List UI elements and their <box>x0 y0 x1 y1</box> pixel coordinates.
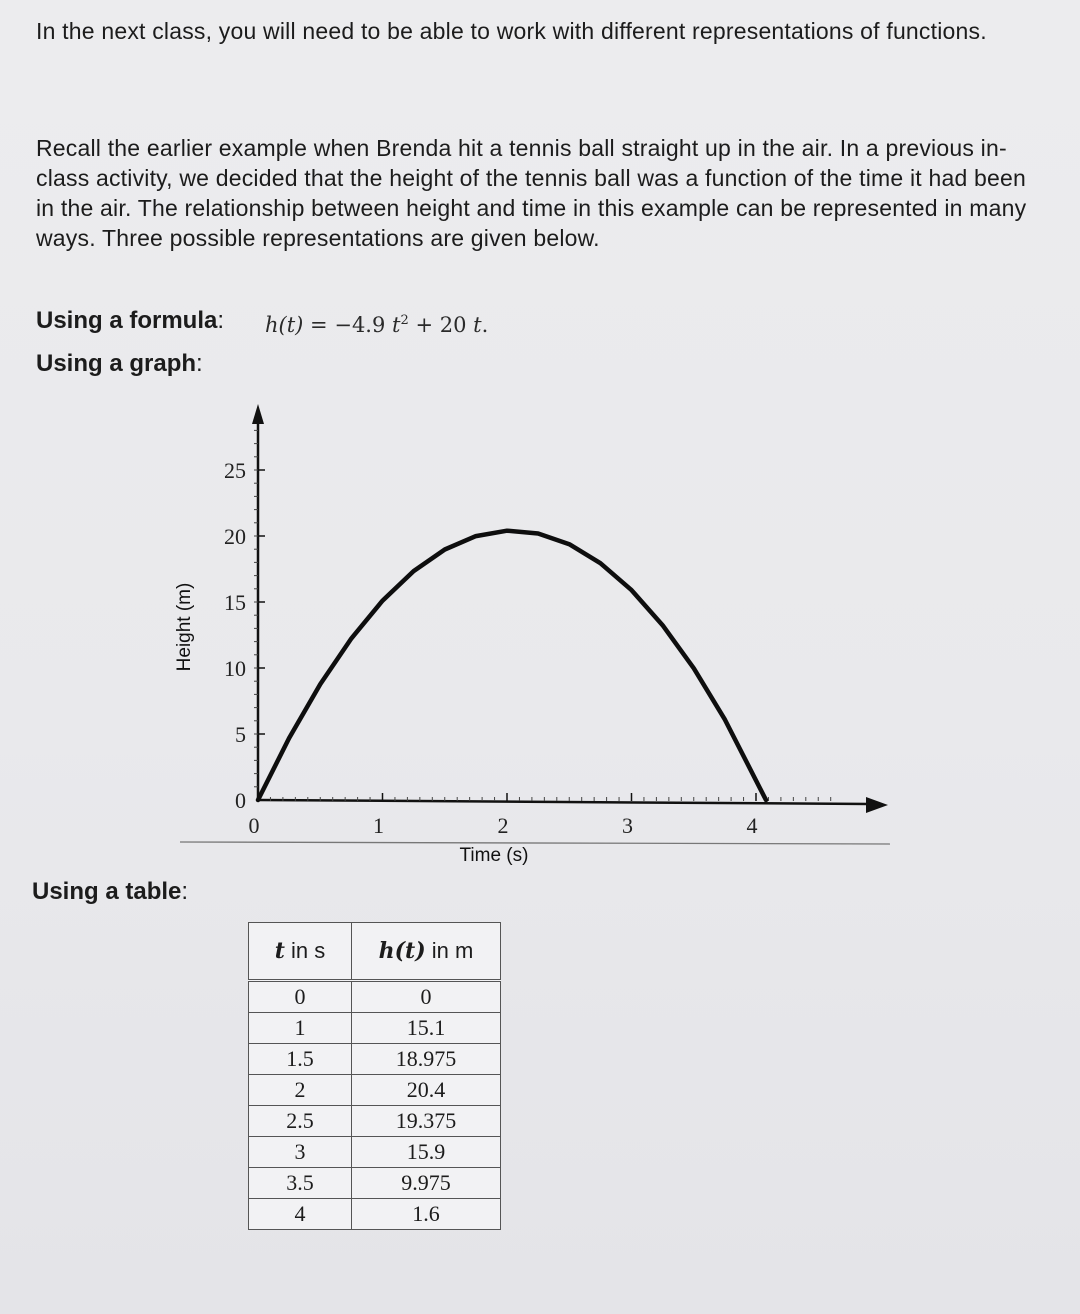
chart-marks <box>224 458 766 838</box>
x-tick-label: 1 <box>373 813 384 838</box>
cell-t: 0 <box>249 981 352 1013</box>
cell-t: 1 <box>249 1013 352 1044</box>
y-tick-label: 0 <box>235 788 246 813</box>
intro-paragraph: In the next class, you will need to be able to work with different representations of functions. <box>36 18 987 44</box>
x-tick-label: 2 <box>497 813 509 838</box>
table-label-colon: : <box>181 878 189 905</box>
cell-t: 2 <box>249 1075 352 1106</box>
formula-equals: = <box>310 313 328 337</box>
y-axis-arrow <box>252 404 264 424</box>
cell-t: 3 <box>249 1137 352 1168</box>
header-t <box>249 923 352 981</box>
formula-expression <box>265 313 488 337</box>
formula-var-t-2: t <box>473 313 482 337</box>
formula-label-text: Using a formula <box>36 307 218 334</box>
cell-h: 0 <box>352 981 501 1013</box>
cell-t: 2.5 <box>249 1106 352 1137</box>
table-row <box>249 1044 501 1075</box>
graph-label-text: Using a graph <box>36 350 197 377</box>
cell-h: 19.375 <box>352 1106 501 1137</box>
formula-coef: −4.9 <box>334 313 386 337</box>
x-tick-label: 0 <box>248 813 260 838</box>
cell-h: 9.975 <box>352 1168 501 1199</box>
table-row <box>249 1168 501 1199</box>
cell-h: 18.975 <box>352 1044 501 1075</box>
baseline-rule <box>180 842 890 844</box>
x-axis-line <box>258 800 870 804</box>
recall-paragraph: Recall the earlier example when Brenda hit a tennis ball straight up in the air. In a previous in-class activity, we decided that the height of the tennis ball was a function of the time it had been in the air. The relationship between height and time in this example can be represented in many ways. Three possible representations are given below. <box>36 135 1027 251</box>
table-row <box>249 1106 501 1137</box>
graph-label <box>36 350 203 378</box>
values-table <box>248 922 501 1230</box>
cell-h: 15.9 <box>352 1137 501 1168</box>
formula-end: . <box>481 313 489 337</box>
x-axis-arrow <box>866 797 888 813</box>
y-tick-label: 15 <box>224 590 246 615</box>
cell-h: 15.1 <box>352 1013 501 1044</box>
height-curve <box>258 531 766 800</box>
table-label <box>32 878 188 906</box>
header-h-unit: in m <box>425 938 474 963</box>
y-axis-title: Height (m) <box>174 582 195 672</box>
header-t-var: t <box>274 938 285 964</box>
table-row <box>249 1199 501 1230</box>
y-tick-label: 10 <box>224 656 246 681</box>
cell-h: 20.4 <box>352 1075 501 1106</box>
x-tick-label: 4 <box>746 813 758 838</box>
table-header-row <box>249 923 501 981</box>
header-h-var: h(t) <box>378 938 426 964</box>
chart-axes <box>180 404 890 844</box>
table-row <box>249 1013 501 1044</box>
y-tick-label: 20 <box>224 524 246 549</box>
formula-rest: + 20 <box>415 313 467 337</box>
y-tick-label: 5 <box>235 722 246 747</box>
header-h <box>352 923 501 981</box>
cell-t: 1.5 <box>249 1044 352 1075</box>
formula-lhs: h(t) <box>265 313 304 337</box>
x-tick-label: 3 <box>622 813 633 838</box>
table-row <box>249 981 501 1013</box>
cell-t: 4 <box>249 1199 352 1230</box>
minor-ticks <box>254 430 831 801</box>
header-t-unit: in s <box>284 938 326 963</box>
table-row <box>249 1137 501 1168</box>
formula-label-colon: : <box>217 307 225 334</box>
y-tick-label: 25 <box>224 458 246 483</box>
graph-label-colon: : <box>196 350 203 377</box>
formula-label <box>36 307 224 335</box>
height-vs-time-chart <box>0 390 1080 880</box>
cell-t: 3.5 <box>249 1168 352 1199</box>
table-row <box>249 1075 501 1106</box>
table-label-text: Using a table <box>32 878 182 905</box>
formula-exponent: 2 <box>400 313 409 328</box>
cell-h: 1.6 <box>352 1199 501 1230</box>
formula-var-t: t <box>392 313 401 337</box>
x-axis-title: Time (s) <box>459 845 529 866</box>
